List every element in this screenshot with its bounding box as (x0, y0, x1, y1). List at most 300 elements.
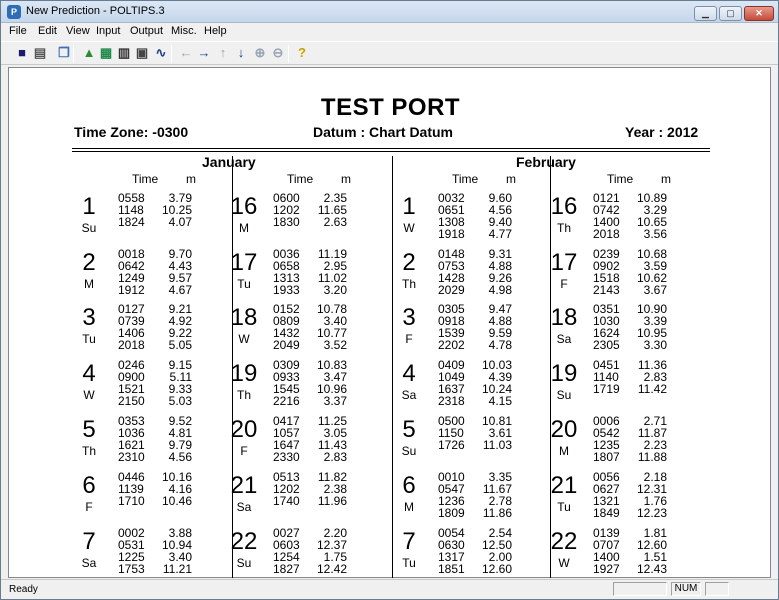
close-button[interactable] (744, 6, 774, 21)
arrow-left-icon[interactable]: ← (179, 45, 193, 60)
tide-time: 1150 (438, 426, 464, 440)
close-icon: ✕ (755, 8, 763, 18)
tide-time: 1139 (118, 482, 144, 496)
day-block (74, 527, 224, 579)
tide-time: 0036 (273, 247, 300, 261)
tide-height: 9.40 (488, 215, 512, 229)
day-block (229, 192, 379, 244)
tide-time: 1313 (273, 271, 300, 285)
tide-row (438, 507, 518, 519)
tide-height: 11.88 (637, 450, 667, 464)
num-lock-indicator: NUM (671, 582, 701, 596)
tide-time: 1753 (118, 562, 145, 576)
tide-row (438, 395, 518, 407)
tide-time: 1545 (273, 382, 300, 396)
tide-row (273, 284, 353, 296)
tide-time: 0500 (438, 414, 465, 428)
day-block (394, 248, 544, 300)
day-block (74, 248, 224, 300)
day-number: 16 (230, 193, 258, 220)
tide-time: 0010 (438, 470, 465, 484)
tide-height: 3.67 (643, 283, 667, 297)
day-number: 20 (550, 416, 578, 443)
tide-height: 9.79 (168, 438, 192, 452)
tide-time: 1539 (438, 326, 465, 340)
tide-row (438, 439, 518, 451)
day-number: 4 (402, 360, 416, 387)
tide-height: 4.98 (488, 283, 512, 297)
minimize-icon: ▁ (702, 8, 709, 18)
tide-height: 10.83 (316, 358, 347, 372)
tide-height: 2.83 (323, 450, 347, 464)
tide-time: 1400 (593, 215, 620, 229)
tide-height: 2.00 (488, 550, 512, 564)
document-view[interactable] (8, 67, 771, 578)
tide-time: 1235 (593, 438, 620, 452)
status-pane-scroll (705, 582, 729, 596)
tide-time: 0513 (273, 470, 300, 484)
tide-height: 3.47 (323, 370, 347, 384)
day-number: 3 (402, 304, 416, 331)
tide-time: 1719 (593, 382, 620, 396)
tide-time: 1827 (273, 562, 300, 576)
tide-row (118, 395, 198, 407)
tide-row (593, 339, 673, 351)
tide-height: 10.78 (316, 302, 347, 316)
tide-time: 2216 (273, 394, 300, 408)
tide-time: 1321 (593, 494, 620, 508)
tide-time: 0127 (118, 302, 145, 316)
tide-row (273, 395, 353, 407)
day-block (394, 359, 544, 411)
tide-height: 9.70 (168, 247, 192, 261)
day-number: 18 (550, 304, 578, 331)
help-icon[interactable]: ? (298, 45, 306, 60)
tide-row (593, 563, 673, 575)
tide-height: 10.77 (316, 326, 347, 340)
day-block (549, 415, 699, 467)
tide-height: 3.59 (643, 259, 667, 273)
tide-height: 2.35 (323, 191, 347, 205)
tide-height: 11.67 (482, 482, 512, 496)
arrow-up-icon[interactable]: ↑ (219, 45, 227, 60)
tide-time: 1225 (118, 550, 145, 564)
tide-height: 3.88 (168, 526, 192, 540)
status-pane-empty (613, 582, 667, 596)
day-number: 7 (402, 528, 416, 555)
tide-height: 9.22 (168, 326, 192, 340)
tide-time: 1518 (593, 271, 620, 285)
tide-height: 9.15 (168, 358, 192, 372)
tide-height: 1.76 (643, 494, 667, 508)
day-weekday: Su (401, 444, 417, 458)
day-block (74, 359, 224, 411)
day-number: 17 (230, 249, 258, 276)
tide-height: 5.05 (168, 338, 192, 352)
day-number: 22 (230, 528, 258, 555)
header-rule-bottom (72, 151, 710, 152)
tide-time: 0933 (273, 370, 300, 384)
day-number: 5 (402, 416, 416, 443)
day-block (74, 471, 224, 523)
menu-help[interactable]: Help (204, 25, 227, 37)
tide-height: 4.88 (488, 314, 512, 328)
tide-height: 3.37 (323, 394, 347, 408)
tide-height: 2.23 (643, 438, 667, 452)
day-weekday: Tu (402, 556, 416, 570)
day-block (74, 192, 224, 244)
tide-height: 12.23 (636, 506, 667, 520)
tide-row (118, 495, 198, 507)
tide-row (273, 339, 353, 351)
tide-height: 1.75 (323, 550, 347, 564)
tide-time: 1317 (438, 550, 465, 564)
day-block (394, 527, 544, 579)
day-block (394, 471, 544, 523)
tide-row (273, 563, 353, 575)
tide-row (438, 284, 518, 296)
day-weekday: Sa (236, 500, 252, 514)
day-number: 19 (230, 360, 258, 387)
tide-time: 0239 (593, 247, 620, 261)
tide-time: 2305 (593, 338, 620, 352)
tide-height: 2.83 (643, 370, 667, 384)
tide-graph-icon[interactable]: ▲ (82, 45, 96, 60)
tide-time: 0600 (273, 191, 300, 205)
tide-time: 1521 (118, 382, 145, 396)
day-weekday: Sa (401, 388, 417, 402)
poltips-app-icon[interactable]: P (7, 5, 21, 19)
height-column-label: m (341, 172, 351, 186)
tide-height: 11.19 (317, 247, 347, 261)
day-number: 17 (550, 249, 578, 276)
day-number: 1 (82, 193, 96, 220)
height-column-label: m (186, 172, 196, 186)
tide-height: 4.92 (168, 314, 192, 328)
tide-time: 0642 (118, 259, 145, 273)
tide-time: 1202 (273, 482, 300, 496)
tide-time: 1807 (593, 450, 620, 464)
tide-time: 2202 (438, 338, 465, 352)
tide-time: 0139 (593, 526, 620, 540)
tide-time: 1406 (118, 326, 145, 340)
day-block (549, 527, 699, 579)
tide-height: 3.39 (643, 314, 667, 328)
day-weekday: Su (236, 556, 252, 570)
tide-height: 10.95 (636, 326, 667, 340)
tide-time: 0246 (118, 358, 145, 372)
tide-time: 1918 (438, 227, 465, 241)
tide-time: 0707 (593, 538, 620, 552)
day-block (549, 248, 699, 300)
tide-height: 3.56 (643, 227, 667, 241)
tide-time: 0658 (273, 259, 300, 273)
height-column-label: m (661, 172, 671, 186)
tide-height: 10.89 (636, 191, 667, 205)
tide-height: 3.61 (488, 426, 512, 440)
tide-height: 9.47 (488, 302, 512, 316)
tide-time: 1030 (593, 314, 620, 328)
tide-height: 10.90 (636, 302, 667, 316)
tide-height: 3.35 (488, 470, 512, 484)
day-weekday: M (404, 500, 414, 514)
tide-height: 11.21 (162, 562, 192, 576)
tide-height: 2.20 (323, 526, 347, 540)
tide-time: 1726 (438, 438, 465, 452)
tide-time: 0531 (118, 538, 145, 552)
tide-row (273, 495, 353, 507)
tide-time: 0753 (438, 259, 465, 273)
day-weekday: Th (401, 277, 416, 291)
day-block (229, 359, 379, 411)
zoom-out-icon[interactable]: ⊖ (272, 45, 284, 60)
tide-time: 0446 (118, 470, 145, 484)
tide-height: 12.42 (316, 562, 347, 576)
month-title: January (202, 154, 256, 170)
tide-time: 0739 (118, 314, 145, 328)
arrow-down-icon[interactable]: ↓ (237, 45, 245, 60)
tide-height: 9.33 (168, 382, 192, 396)
tide-time: 1428 (438, 271, 465, 285)
day-number: 2 (402, 249, 416, 276)
tide-height: 2.38 (323, 482, 347, 496)
table-icon[interactable]: ▥ (117, 45, 131, 60)
tide-row (118, 451, 198, 463)
tide-time: 1809 (438, 506, 465, 520)
tide-time: 0409 (438, 358, 465, 372)
time-column-label: Time (452, 172, 479, 186)
tide-height: 11.87 (637, 426, 667, 440)
tide-height: 2.78 (488, 494, 512, 508)
tide-height: 10.68 (636, 247, 667, 261)
day-weekday: Sa (556, 332, 572, 346)
title-bar[interactable] (1, 1, 778, 23)
tide-time: 1637 (438, 382, 465, 396)
time-column-label: Time (607, 172, 634, 186)
day-weekday: M (559, 444, 569, 458)
toolbar-separator (171, 45, 172, 63)
tide-row (273, 451, 353, 463)
tide-height: 4.43 (168, 259, 192, 273)
tide-height: 9.21 (168, 302, 192, 316)
day-block (394, 192, 544, 244)
tide-row (593, 284, 673, 296)
list-icon[interactable]: ▣ (135, 45, 149, 60)
tide-time: 1912 (118, 283, 145, 297)
tide-time: 0006 (593, 414, 620, 428)
menu-misc[interactable]: Misc. (171, 25, 197, 37)
time-zone-label: Time Zone: -0300 (74, 124, 189, 140)
tide-time: 0627 (593, 482, 620, 496)
tide-time: 1621 (118, 438, 145, 452)
day-weekday: F (405, 332, 413, 346)
day-weekday: Th (81, 444, 96, 458)
tide-height: 4.07 (168, 215, 192, 229)
tide-time: 2018 (593, 227, 620, 241)
status-text: Ready (9, 584, 38, 595)
tide-height: 4.67 (168, 283, 192, 297)
day-number: 6 (82, 472, 96, 499)
day-weekday: M (239, 221, 249, 235)
tide-time: 0032 (438, 191, 465, 205)
tide-height: 11.82 (317, 470, 347, 484)
day-weekday: Su (81, 221, 97, 235)
tide-time: 1140 (593, 370, 619, 384)
day-block (229, 527, 379, 579)
tide-time: 1927 (593, 562, 620, 576)
tide-time: 0558 (118, 191, 145, 205)
menu-output[interactable]: Output (130, 25, 164, 37)
tide-time: 2318 (438, 394, 465, 408)
tide-time: 1049 (438, 370, 465, 384)
maximize-icon: ▢ (726, 8, 735, 18)
tide-row (118, 284, 198, 296)
status-bar (1, 579, 778, 599)
tide-time: 0542 (593, 426, 620, 440)
tide-height: 4.16 (168, 482, 192, 496)
day-number: 21 (550, 472, 578, 499)
tide-height: 11.03 (482, 438, 512, 452)
day-weekday: Tu (557, 500, 571, 514)
tide-row (118, 216, 198, 228)
tide-time: 0451 (593, 358, 620, 372)
tide-row (273, 216, 353, 228)
day-block (549, 471, 699, 523)
tide-time: 1057 (273, 426, 300, 440)
day-block (74, 303, 224, 355)
tide-height: 3.29 (643, 203, 667, 217)
tide-height: 4.88 (488, 259, 512, 273)
day-number: 18 (230, 304, 258, 331)
tide-height: 10.24 (481, 382, 512, 396)
day-number: 5 (82, 416, 96, 443)
toolbar-separator (73, 45, 74, 63)
day-weekday: F (85, 500, 93, 514)
menu-input[interactable]: Input (96, 25, 121, 37)
tide-height: 10.62 (636, 271, 667, 285)
tide-time: 1432 (273, 326, 300, 340)
tide-row (438, 563, 518, 575)
tide-height: 2.71 (643, 414, 667, 428)
tide-time: 0002 (118, 526, 145, 540)
tide-time: 0056 (593, 470, 620, 484)
day-number: 7 (82, 528, 96, 555)
header-rule-top (72, 148, 710, 149)
tide-time: 2150 (118, 394, 145, 408)
tide-time: 0121 (593, 191, 620, 205)
tide-height: 10.94 (161, 538, 192, 552)
day-block (549, 359, 699, 411)
day-block (229, 248, 379, 300)
tide-height: 9.52 (168, 414, 192, 428)
tide-height: 5.11 (169, 370, 192, 384)
copy-icon[interactable]: ❐ (58, 45, 70, 60)
tide-time: 1710 (118, 494, 145, 508)
day-block (394, 415, 544, 467)
zoom-in-icon[interactable]: ⊕ (254, 45, 266, 60)
port-title: TEST PORT (320, 94, 461, 121)
map-icon[interactable]: ▦ (99, 45, 113, 60)
tide-row (593, 228, 673, 240)
tide-height: 11.65 (317, 203, 347, 217)
day-weekday: Su (556, 388, 572, 402)
menu-file[interactable]: File (9, 25, 27, 37)
menu-view[interactable]: View (66, 25, 90, 37)
day-number: 2 (82, 249, 96, 276)
day-weekday: W (558, 556, 570, 570)
tide-row (593, 507, 673, 519)
tide-time: 0148 (438, 247, 465, 261)
tide-height: 11.43 (317, 438, 347, 452)
curve-icon[interactable]: ∿ (155, 45, 167, 60)
toolbar (1, 41, 778, 65)
tide-time: 2018 (118, 338, 145, 352)
tide-height: 1.81 (643, 526, 667, 540)
tide-height: 11.36 (637, 358, 667, 372)
tide-time: 0918 (438, 314, 465, 328)
tide-height: 4.15 (488, 394, 512, 408)
arrow-right-icon[interactable]: → (197, 45, 211, 60)
tide-height: 10.96 (316, 382, 347, 396)
save-icon[interactable]: ■ (18, 45, 26, 60)
tide-time: 0152 (273, 302, 300, 316)
menu-bar (1, 23, 778, 41)
tide-height: 12.37 (316, 538, 347, 552)
day-weekday: Th (236, 388, 251, 402)
day-number: 4 (82, 360, 96, 387)
menu-edit[interactable]: Edit (38, 25, 57, 37)
tide-time: 0630 (438, 538, 465, 552)
tide-height: 11.96 (317, 494, 347, 508)
tide-height: 3.30 (643, 338, 667, 352)
tide-time: 2049 (273, 338, 300, 352)
tide-time: 0351 (593, 302, 620, 316)
month-title: February (516, 154, 576, 170)
tide-row (118, 563, 198, 575)
day-block (394, 303, 544, 355)
tide-height: 10.65 (636, 215, 667, 229)
day-weekday: Tu (82, 332, 96, 346)
time-column-label: Time (132, 172, 159, 186)
maximize-button[interactable] (719, 6, 742, 21)
day-block (74, 415, 224, 467)
tide-time: 0651 (438, 203, 465, 217)
tide-time: 2029 (438, 283, 465, 297)
tide-time: 0054 (438, 526, 465, 540)
tide-height: 10.81 (481, 414, 512, 428)
day-number: 21 (230, 472, 258, 499)
tide-height: 4.39 (488, 370, 512, 384)
tide-height: 4.78 (488, 338, 512, 352)
print-icon[interactable]: ▤ (33, 45, 47, 60)
tide-height: 4.81 (168, 426, 192, 440)
day-weekday: Tu (237, 277, 251, 291)
tide-time: 1036 (118, 426, 145, 440)
tide-time: 0309 (273, 358, 300, 372)
day-weekday: W (403, 221, 415, 235)
tide-time: 0902 (593, 259, 620, 273)
tide-time: 1830 (273, 215, 300, 229)
tide-height: 12.60 (481, 562, 512, 576)
day-weekday: F (560, 277, 568, 291)
tide-height: 3.05 (323, 426, 347, 440)
minimize-button[interactable] (694, 6, 717, 21)
tide-height: 9.57 (168, 271, 192, 285)
day-number: 22 (550, 528, 578, 555)
tide-time: 0809 (273, 314, 300, 328)
tide-height: 9.59 (488, 326, 512, 340)
tide-height: 4.56 (488, 203, 512, 217)
